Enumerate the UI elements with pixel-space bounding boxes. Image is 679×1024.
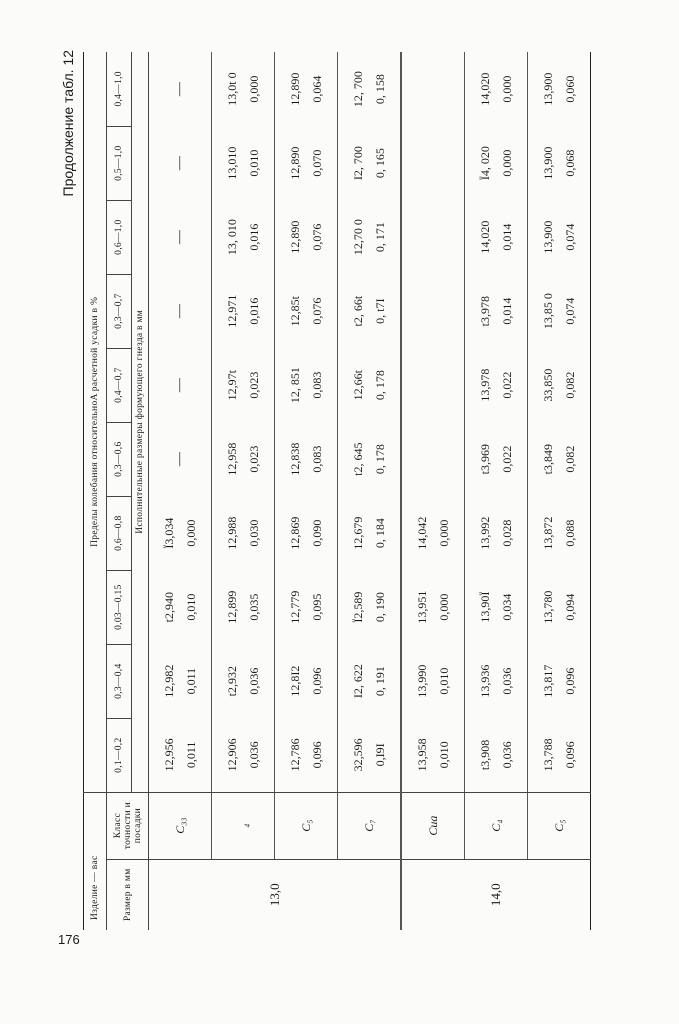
nominal-size: 12,786 [288,738,302,772]
tolerance: 0, 191 [373,666,387,697]
value-cell [212,570,275,644]
value-cell [149,496,212,570]
class-cell: Cиа [401,792,465,859]
value-cell [338,52,402,126]
nominal-size: 14,020 [478,220,492,254]
value-cell [275,570,338,644]
header-row-top [84,52,107,930]
tolerance: 0,088 [563,519,577,547]
value-cell [528,348,591,422]
nominal-size: 13,900 [541,72,555,106]
value-cell [528,644,591,718]
tolerance: 0, t7I [373,298,387,324]
range-header: 0,6—0,8 [107,496,132,570]
value-cell [212,348,275,422]
value-cell [338,570,402,644]
class-cell: C₄ [465,792,528,859]
table-row [212,52,275,930]
value-cell [401,200,465,274]
nominal-size: 13,85 0 [541,293,555,330]
tolerance: 0,000 [437,593,451,621]
tolerance: 0,022 [500,371,514,399]
nominal-size: 13,990 [415,664,429,698]
nominal-size: t2, 645 [351,442,365,476]
nominal-size: 12,906 [225,738,239,772]
range-header: 0,6—1,0 [107,200,132,274]
value-cell [528,718,591,792]
value-cell [465,274,528,348]
tolerance: 0,011 [184,741,198,769]
tolerance: 0, 158 [373,74,387,105]
rotated-page-content [60,50,640,930]
range-header: 0,1—0,2 [107,718,132,792]
tolerance: 0,028 [500,519,514,547]
value-cell [528,570,591,644]
tolerance: 0,016 [247,223,261,251]
size-header: Размер в мм [107,859,149,930]
value-cell [212,718,275,792]
value-cell [149,200,212,274]
nominal-size: 12,97t [225,369,239,401]
nominal-size: t3,908 [478,739,492,771]
tolerance: 0,036 [500,667,514,695]
value-cell [465,348,528,422]
tolerance: 0,076 [310,297,324,325]
value-cell [401,52,465,126]
nominal-size: 13, 010 [225,219,239,256]
nominal-size: 12,958 [225,442,239,476]
range-header: 0,3—0,7 [107,274,132,348]
nominal-size: 12,838 [288,442,302,476]
nominal-size: — [172,304,187,319]
range-header: 0,4—1,0 [107,52,132,126]
range-header: 0,4—0,7 [107,348,132,422]
range-header: 0,5—1,0 [107,126,132,200]
value-cell [212,126,275,200]
nominal-size: 13,992 [478,516,492,550]
nominal-size: t3,849 [541,443,555,475]
nominal-size: 13,978 [478,368,492,402]
shrinkage-table [83,52,591,930]
class-cell: ₄ [212,792,275,859]
nominal-size: Ї4, 020 [478,146,492,181]
nominal-size: — [172,230,187,245]
value-cell [149,422,212,496]
nominal-size: 14,042 [415,516,429,550]
nominal-size: 12, 851 [288,367,302,404]
tolerance: 0,022 [500,445,514,473]
value-cell [149,52,212,126]
subheader: Исполнительные размеры формующего гнезда в мм [132,52,149,792]
tolerance: 0,096 [310,667,324,695]
value-cell [275,348,338,422]
nominal-size: 13,900 [541,146,555,180]
value-cell [528,52,591,126]
value-cell [149,126,212,200]
value-cell [528,200,591,274]
tolerance: 0,023 [247,445,261,473]
tolerance: 0,016 [247,297,261,325]
value-cell [338,274,402,348]
value-cell [149,644,212,718]
tolerance: 0, 184 [373,518,387,549]
nominal-size: 12,779 [288,590,302,624]
tolerance: 0,064 [310,75,324,103]
table-body [149,52,591,930]
value-cell [401,274,465,348]
value-cell [275,274,338,348]
nominal-size: 12,890 [288,72,302,106]
nominal-size: 13,90Ї [478,591,492,623]
tolerance: 0,095 [310,593,324,621]
value-cell [401,422,465,496]
value-cell [465,496,528,570]
nominal-size: 12,890 [288,220,302,254]
tolerance: 0,036 [500,741,514,769]
value-cell [465,200,528,274]
nominal-size: t3,969 [478,443,492,475]
value-cell [528,126,591,200]
table-row [465,52,528,930]
nominal-size: 13,958 [415,738,429,772]
value-cell [338,126,402,200]
nominal-size: 12,679 [351,516,365,550]
nominal-size: 12,66t [351,369,365,401]
class-cell: C₅ [275,792,338,859]
class-header: Класс точности и посадки [107,792,149,859]
nominal-size: 13,010 [225,146,239,180]
value-cell [401,126,465,200]
tolerance: 0,010 [247,149,261,177]
page-number: 176 [58,932,80,947]
nominal-size: 12, 700 [351,71,365,108]
tolerance: 0,000 [500,149,514,177]
table-row [338,52,402,930]
nominal-size: 12,988 [225,516,239,550]
tolerance: 0,000 [437,519,451,547]
nominal-size: 13,900 [541,220,555,254]
value-cell [149,274,212,348]
range-header: 0,3—0,4 [107,644,132,718]
value-cell [338,422,402,496]
tolerance: 0,036 [247,741,261,769]
tolerance: 0,014 [500,297,514,325]
nominal-size: 32,596 [351,738,365,772]
size-cell: 13,0 [149,859,402,930]
nominal-size: 12,982 [162,664,176,698]
value-cell [465,422,528,496]
nominal-size: 12,70 0 [351,219,365,256]
nominal-size: 12,869 [288,516,302,550]
value-cell [212,200,275,274]
class-cell: C₃₃ [149,792,212,859]
tolerance: 0,035 [247,593,261,621]
nominal-size: 13,0t 0 [225,72,239,106]
value-cell [275,718,338,792]
tolerance: 0,010 [437,741,451,769]
continuation-title: Продолжение табл. 12 [60,50,76,197]
table-row [528,52,591,930]
value-cell [338,718,402,792]
nominal-size: 13,817 [541,664,555,698]
value-cell [338,200,402,274]
table-row [275,52,338,930]
value-cell [401,496,465,570]
value-cell [528,422,591,496]
nominal-size: Ї2,589 [351,591,365,623]
nominal-size: 13,872 [541,516,555,550]
tolerance: 0, 165 [373,148,387,179]
tolerance: 0,083 [310,371,324,399]
value-cell [275,644,338,718]
nominal-size: I2, 700 [351,146,365,181]
tolerance: 0,010 [437,667,451,695]
tolerance: 0,068 [563,149,577,177]
nominal-size: — [172,82,187,97]
tolerance: 0,060 [563,75,577,103]
value-cell [212,496,275,570]
value-cell [401,348,465,422]
tolerance: 0,000 [184,519,198,547]
value-cell [465,570,528,644]
tolerance: 0,076 [310,223,324,251]
tolerance: 0,090 [310,519,324,547]
nominal-size: I2, 622 [351,664,365,699]
value-cell [528,496,591,570]
value-cell [212,422,275,496]
nominal-size: — [172,452,187,467]
nominal-size: 33,850 [541,368,555,402]
value-cell [338,644,402,718]
value-cell [465,644,528,718]
nominal-size: 12,956 [162,738,176,772]
range-header: 0,3—0,6 [107,422,132,496]
tolerance: 0,036 [247,667,261,695]
class-cell: C₇ [338,792,402,859]
nominal-size: 12,971 [225,294,239,328]
value-cell [149,570,212,644]
value-cell [275,496,338,570]
value-cell [528,274,591,348]
nominal-size: t2,932 [225,665,239,697]
value-cell [338,496,402,570]
value-cell [401,718,465,792]
tolerance: 0,023 [247,371,261,399]
tolerance: 0, 178 [373,370,387,401]
nominal-size: t2, 66t [351,295,365,327]
nominal-size: 12,899 [225,590,239,624]
product-label: Изделие — вас [84,792,107,930]
nominal-size: Ї3,034 [162,517,176,549]
value-cell [212,52,275,126]
nominal-size: t2,940 [162,591,176,623]
value-cell [275,422,338,496]
range-header: 0,03—0,15 [107,570,132,644]
value-cell [275,52,338,126]
tolerance: 0,074 [563,297,577,325]
nominal-size: 13,951 [415,590,429,624]
tolerance: 0,000 [500,75,514,103]
nominal-size: t3,978 [478,295,492,327]
tolerance: 0,096 [310,741,324,769]
value-cell [275,126,338,200]
tolerance: 0,096 [563,667,577,695]
nominal-size: 13,780 [541,590,555,624]
nominal-size: 13,936 [478,664,492,698]
header-row-ranges [107,52,132,930]
table-row [149,52,212,930]
table-row [401,52,465,930]
tolerance: 0,070 [310,149,324,177]
tolerance: 0,000 [247,75,261,103]
value-cell [212,644,275,718]
nominal-size: — [172,378,187,393]
tolerance: 0,014 [500,223,514,251]
tolerance: 0,083 [310,445,324,473]
nominal-size: 13,788 [541,738,555,772]
tolerance: 0,011 [184,667,198,695]
tolerance: 0,074 [563,223,577,251]
value-cell [212,274,275,348]
value-cell [465,52,528,126]
tolerance: 0,082 [563,371,577,399]
tolerance: 0,034 [500,593,514,621]
value-cell [401,644,465,718]
tolerance: 0, 171 [373,222,387,253]
class-cell: C₅ [528,792,591,859]
group-title: Пределы колебания относительноA расчетной усадки в % [84,52,107,792]
nominal-size: — [172,156,187,171]
tolerance: 0,010 [184,593,198,621]
nominal-size: 12,85t [288,295,302,327]
tolerance: 0,096 [563,741,577,769]
tolerance: 0,094 [563,593,577,621]
value-cell [149,348,212,422]
value-cell [149,718,212,792]
nominal-size: 14,020 [478,72,492,106]
nominal-size: 12,890 [288,146,302,180]
tolerance: 0, 178 [373,444,387,475]
size-cell: 14,0 [401,859,591,930]
tolerance: 0, 190 [373,592,387,623]
value-cell [275,200,338,274]
tolerance: 0,030 [247,519,261,547]
value-cell [465,718,528,792]
tolerance: 0,082 [563,445,577,473]
value-cell [465,126,528,200]
value-cell [401,570,465,644]
nominal-size: 12,8I2 [288,665,302,697]
tolerance: 0,I9I [373,743,387,767]
value-cell [338,348,402,422]
